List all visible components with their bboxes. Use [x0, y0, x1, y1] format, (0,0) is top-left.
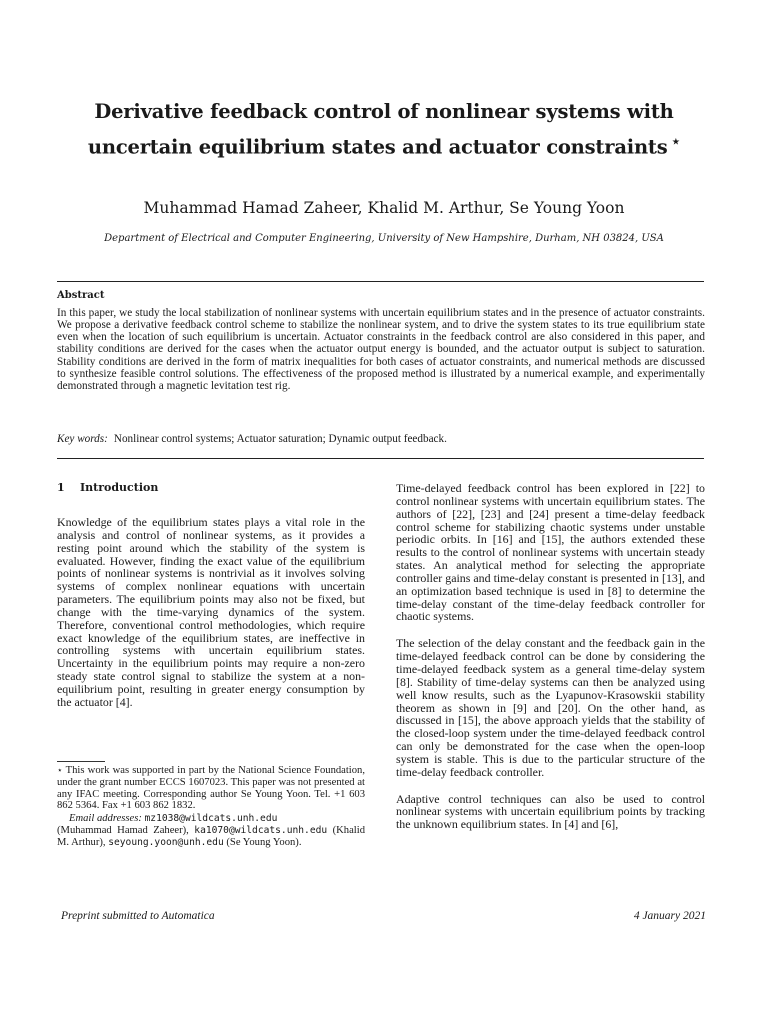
footer-preprint-note: Preprint submitted to Automatica [61, 910, 215, 922]
email-name-2: (Khalid M. Arthur), [57, 824, 365, 848]
footnote-star: ⋆ [57, 765, 63, 775]
keywords-text: Nonlinear control systems; Actuator saturation; Dynamic output feedback. [113, 433, 447, 445]
right-paragraph-3: Adaptive control techniques can also be used to control nonlinear systems with uncertain equilibrium points by tracking the unknown equilibrium states. In [4] and [6], [396, 791, 705, 832]
abstract-bottom-rule [57, 458, 704, 459]
keywords-label: Key words: [57, 433, 108, 445]
right-paragraph-2: The selection of the delay constant and the feedback gain in the time-delayed feedback control can be done by considering the time-delayed feedback system as a general time-delay system [8]. Stability of time-delay systems can then be analyzed using well know results, such as the Lyapunov-Krasowskii stability theorem as shown in [9] and [20]. On the other hand, as discussed in [15], the above approach yields that the stability of the closed-loop system under the time-delayed feedback control can only be demonstrated for the case when the open-loop system is stable. This is due to the particular structure of the time-delay feedback controller. [396, 636, 705, 779]
author-affiliation: Department of Electrical and Computer Engineering, University of New Hampshire, Durham, NH 03824, USA [104, 233, 664, 244]
intro-paragraph-1: Knowledge of the equilibrium states plays a vital role in the analysis and control of nonlinear systems, as it provides a resting point around which the stability of the system is evaluated. However, finding the exact value of the equilibrium points of nonlinear systems is nontrivial as it involves solving systems of complex nonlinear equations with uncertain parameters. The equilibrium points may also not be fixed, but change with the time-varying dynamics of the system. Therefore, conventional control methodologies, which require exact knowledge of the equilibrium states, are ineffective in controlling systems with uncertain equilibrium states. Uncertainty in the equilibrium points may require a non-zero steady state control signal to stabilize the system at a non-equilibrium point, resulting in greater energy consumption by the actuator [4]. [57, 515, 365, 709]
email-label: Email addresses: [69, 813, 142, 825]
right-column [396, 482, 705, 845]
email-name-3: (Se Young Yoon). [226, 836, 302, 848]
email-link-2[interactable]: ka1070@wildcats.unh.edu [194, 824, 328, 836]
footnote [57, 765, 365, 849]
section-number: 1 [57, 481, 65, 494]
right-paragraph-1: Time-delayed feedback control has been explored in [22] to control nonlinear systems with uncertain equilibrium states. The authors of [22], [23] and [24] present a time-delay feedback control scheme for stabilizing chaotic systems under unstable periodic orbits. In [16] and [15], the authors extended these results to the control of nonlinear systems with uncertain steady states. An analytical method for selecting the appropriate controller gains and time-delay constant is presented in [13], and an optimization based technique is used in [8] to determine the time-delay constant of the time-delay feedback controller for chaotic systems. [396, 481, 705, 624]
email-link-3[interactable]: seyoung.yoon@unh.edu [108, 836, 224, 848]
footnote-emails [57, 813, 365, 825]
email-link-1[interactable]: mz1038@wildcats.unh.edu [144, 813, 278, 825]
section-title: Introduction [80, 481, 159, 494]
email-name-1: (Muhammad Hamad Zaheer), [57, 824, 189, 836]
footnote-rule [57, 761, 105, 762]
abstract-text: In this paper, we study the local stabilization of nonlinear systems with uncertain equilibrium states and in the presence of actuator constraints. We propose a derivative feedback control scheme to stabilize the nonlinear system, and to drive the system states to its true equilibrium state even when the location of such equilibrium is uncertain. Actuator constraints in the feedback control are also considered in this paper, and stability conditions are derived for the cases when the actuator output energy is bounded, and the actuator output is subject to saturation. Stability conditions are derived in the form of matrix inequalities for both cases of actuator constraints, and numerical methods are discussed to synthesize feasible control solutions. The effectiveness of the proposed method is illustrated by a numerical example, and experimentally demonstrated through a magnetic levitation test rig. [57, 307, 705, 392]
footer-date: 4 January 2021 [633, 910, 706, 922]
title-line-1: Derivative feedback control of nonlinear systems with [94, 100, 674, 123]
keywords [57, 432, 705, 446]
footnote-text: This work was supported in part by the National Science Foundation, under the grant number ECCS 1607023. This paper was not presented at any IFAC meeting. Corresponding author Se Young Yoon. Tel. +1 603 862 5364. Fax +1 603 862 1832. [57, 765, 365, 812]
author-list: Muhammad Hamad Zaheer, Khalid M. Arthur, Se Young Yoon [143, 199, 625, 217]
abstract-heading: Abstract [57, 290, 105, 301]
left-column [57, 481, 365, 722]
abstract-top-rule [57, 281, 704, 282]
title-line-2 [40, 127, 728, 163]
paper-title [40, 97, 728, 163]
title-line-2-text: uncertain equilibrium states and actuator constraints [87, 135, 668, 159]
title-footnote-star: ⋆ [671, 134, 681, 150]
section-heading-introduction [57, 481, 365, 495]
